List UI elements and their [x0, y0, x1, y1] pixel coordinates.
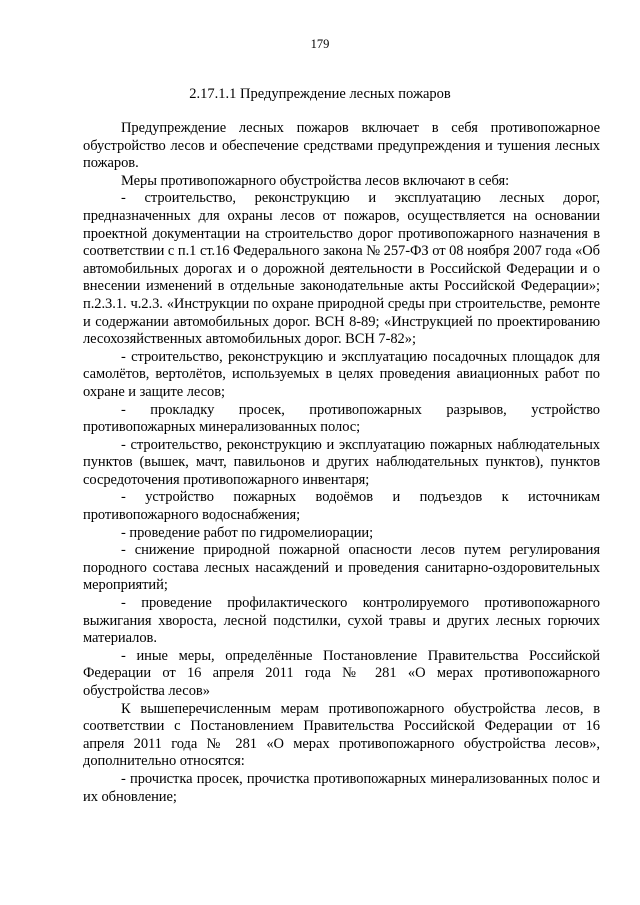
list-item-controlled-burning: - проведение профилактического контролируемого противопожарного выжигания хвороста, лесной подстилки, сухой травы и других лесных горючих материалов. — [83, 595, 600, 647]
body-text — [83, 120, 600, 806]
list-item-fire-hazard-reduction: - снижение природной пожарной опасности лесов путем регулирования породного состава лесных насаждений и проведения санитарно-оздоровительных мероприятий; — [83, 542, 600, 594]
list-item-clearings: - прокладку просек, противопожарных разрывов, устройство противопожарных минерализованных полос; — [83, 401, 600, 436]
section-heading: 2.17.1.1 Предупреждение лесных пожаров — [189, 86, 451, 102]
paragraph-additional-measures: К вышеперечисленным мерам противопожарного обустройства лесов, в соответствии с Постановлением Правительства Российской Федерации от 16 апреля 2011 года № 281 «О мерах противопожарного обустройства лесов», дополнительно относятся: — [83, 700, 600, 770]
paragraph-measures-intro: Меры противопожарного обустройства лесов включают в себя: — [121, 172, 510, 189]
list-item-clearing-maintenance: - прочистка просек, прочистка противопожарных минерализованных полос и их обновление; — [83, 770, 600, 805]
list-item-fire-reservoirs: - устройство пожарных водоёмов и подъездов к источникам противопожарного водоснабжения; — [83, 489, 600, 524]
paragraph-intro: Предупреждение лесных пожаров включает в себя противопожарное обустройство лесов и обеспечение средствами предупреждения и тушения лесных пожаров. — [83, 120, 600, 172]
list-item-hydromelioration: - проведение работ по гидромелиорации; — [121, 524, 374, 541]
list-item-forest-roads: - строительство, реконструкцию и эксплуатацию лесных дорог, предназначенных для охраны лесов от пожаров, осуществляется на основании проектной документации на строительство дорог противопожарного назначения в соответствии с п.1 ст.16 Федерального закона № 257-ФЗ от 08 ноября 2007 года «Об автомобильных дорогах и о дорожной деятельности в Российской Федерации и о внесении изменений в отдельные законодательные акты Российской Федерации»; п.2.3.1. ч.2.3. «Инструкции по охране природной среды при строительстве, ремонте и содержании автомобильных дорог. ВСН 8-89; «Инструкцией по проектированию лесохозяйственных автомобильных дорог. ВСН 7-82»; — [83, 190, 600, 348]
list-item-landing-sites: - строительство, реконструкцию и эксплуатацию посадочных площадок для самолётов, вертолётов, используемых в целях проведения авиационных работ по охране и защите лесов; — [83, 348, 600, 400]
page-number: 179 — [310, 37, 330, 51]
list-item-other-measures: - иные меры, определённые Постановление Правительства Российской Федерации от 16 апреля 2011 года № 281 «О мерах противопожарного обустройства лесов» — [83, 647, 600, 699]
list-item-observation-points: - строительство, реконструкцию и эксплуатацию пожарных наблюдательных пунктов (вышек, мачт, павильонов и других наблюдательных пунктов), пунктов сосредоточения противопожарного инвентаря; — [83, 436, 600, 488]
